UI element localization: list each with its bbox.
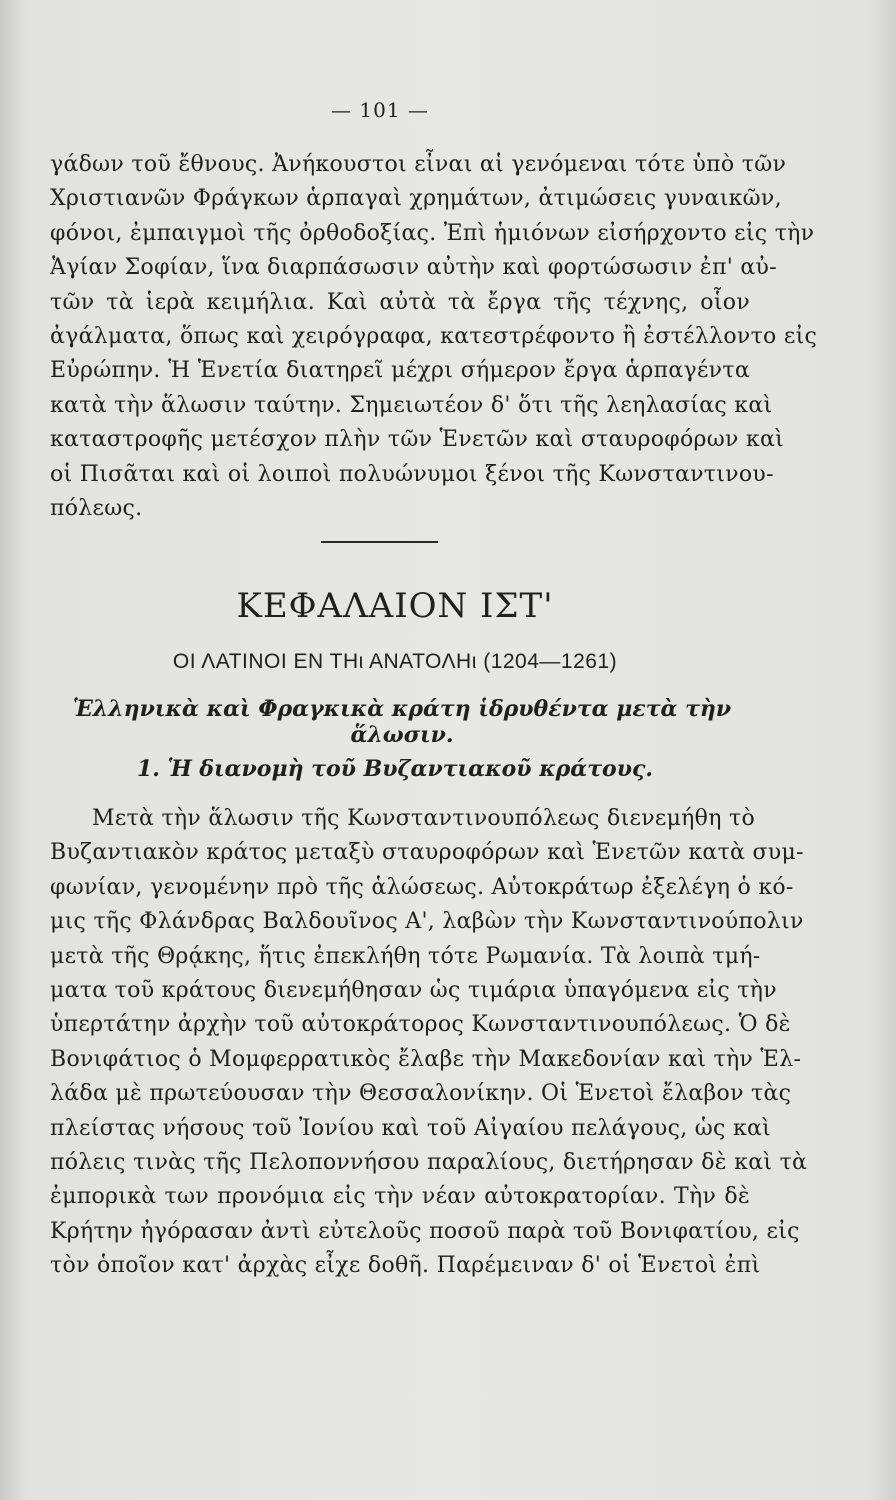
text-line: φωνίαν, γενομένην πρὸ τῆς ἁλώσεως. Αὐτοκράτωρ ἐξελέγη ὁ κό- [50,874,794,900]
text-line: λάδα μὲ πρωτεύουσαν τὴν Θεσσαλονίκην. Οἱ Ἑνετοὶ ἔλαβον τὰς [50,1081,792,1107]
section-heading: 1. Ἡ διανομὴ τοῦ Βυζαντιακοῦ κράτους. [136,756,654,782]
text-line: φόνοι, ἐμπαιγμοὶ τῆς ὀρθοδοξίας. Ἐπὶ ἡμιόνων εἰσήρχοντο εἰς τὴν [50,220,815,246]
text-line: πόλεις τινὰς τῆς Πελοποννήσου παραλίους, διετήρησαν δὲ καὶ τὰ [50,1149,808,1175]
text-line: οἱ Πισᾶται καὶ οἱ λοιποὶ πολυώνυμοι ξένοι τῆς Κωνσταντινου- [50,461,774,487]
text-line: καταστροφῆς μετέσχον πλὴν τῶν Ἑνετῶν καὶ σταυροφόρων καὶ [50,427,785,453]
text-line: Βυζαντιακὸν κράτος μεταξὺ σταυροφόρων καὶ Ἑνετῶν κατὰ συμ- [50,840,804,866]
chapter-title: ΚΕΦΑΛΑΙΟΝ ΙΣΤ' [236,586,554,626]
text-line: Ἁγίαν Σοφίαν, ἵνα διαρπάσωσιν αὐτὴν καὶ φορτώσωσιν ἐπ' αὐ- [50,255,777,281]
text-line: πλείστας νήσους τοῦ Ἰονίου καὶ τοῦ Αἰγαίου πελάγους, ὡς καὶ [50,1115,772,1141]
text-line: μετὰ τῆς Θρᾴκης, ἥτις ἐπεκλήθη τότε Ρωμανία. Τὰ λοιπὰ τμή- [50,943,761,969]
text-line: κατὰ τὴν ἅλωσιν ταύτην. Σημειωτέον δ' ὅτι τῆς λεηλασίας καὶ [50,392,773,418]
chapter-italic-title: Ἑλληνικὰ καὶ Φραγκικὰ κράτη ἱδρυθέντα μετὰ τὴν ἅλωσιν. [72,696,732,748]
text-line: Βονιφάτιος ὁ Μομφερρατικὸς ἔλαβε τὴν Μακεδονίαν καὶ τὴν Ἑλ- [50,1046,802,1072]
text-line: Μετὰ τὴν ἅλωσιν τῆς Κωνσταντινουπόλεως διενεμήθη τὸ [92,806,755,831]
text-line: ἐμπορικὰ των προνόμια εἰς τὴν νέαν αὐτοκρατορίαν. Τὴν δὲ [50,1184,750,1210]
text-line: ἀγάλματα, ὅπως καὶ χειρόγραφα, κατεστρέφοντο ἢ ἐστέλλοντο εἰς [50,323,818,349]
text-line: μις τῆς Φλάνδρας Βαλδουῖνος Α', λαβὼν τὴν Κωνσταντινούπολιν [50,909,804,935]
text-line: Εὐρώπην. Ἡ Ἑνετία διατηρεῖ μέχρι σήμερον ἔργα ἁρπαγέντα [50,358,750,384]
text-line: πόλεως. [50,495,143,521]
top-paragraph [50,148,818,526]
text-line: τὸν ὁποῖον κατ' ἀρχὰς εἶχε δοθῆ. Παρέμειναν δ' οἱ Ἑνετοὶ ἐπὶ [50,1253,761,1279]
text-line: γάδων τοῦ ἔθνους. Ἀνήκουστοι εἶναι αἱ γενόμεναι τότε ὑπὸ τῶν [50,152,787,177]
text-line: τῶν τὰ ἱερὰ κειμήλια. Καὶ αὐτὰ τὰ ἔργα τῆς τέχνης, οἷον [50,289,750,315]
text-line: ματα τοῦ κράτους διενεμήθησαν ὡς τιμάρια ὑπαγόμενα εἰς τὴν [50,977,777,1003]
text-line: Χριστιανῶν Φράγκων ἁρπαγαὶ χρημάτων, ἀτιμώσεις γυναικῶν, [50,186,782,212]
page-number: — 101 — [331,98,429,122]
text-line: Κρήτην ἠγόρασαν ἀντὶ εὐτελοῦς ποσοῦ παρὰ τοῦ Βονιφατίου, εἰς [50,1218,800,1244]
chapter-subtitle: ΟΙ ΛΑΤΙΝΟΙ ΕΝ ΤΗι ΑΝΑΤΟΛΗι (1204—1261) [172,650,618,673]
text-line: ὑπερτάτην ἀρχὴν τοῦ αὐτοκράτορος Κωνσταντινουπόλεως. Ὁ δὲ [50,1012,791,1038]
section-divider [321,541,438,543]
section-paragraph [50,802,808,1283]
